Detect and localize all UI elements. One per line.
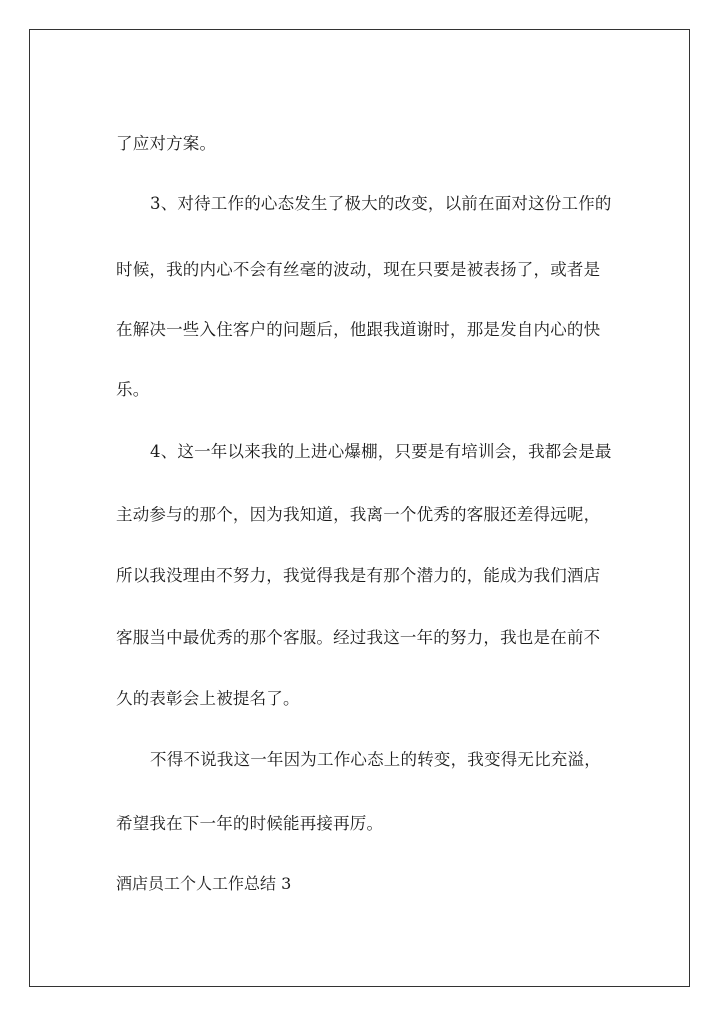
paragraph-line: 时候，我的内心不会有丝毫的波动，现在只要是被表扬了，或者是 <box>116 260 601 279</box>
paragraph-line: 客服当中最优秀的那个客服。经过我这一年的努力，我也是在前不 <box>116 628 601 647</box>
paragraph-line: 3、对待工作的心态发生了极大的改变，以前在面对这份工作的 <box>150 194 612 213</box>
paragraph-line: 了应对方案。 <box>116 134 217 153</box>
section-heading: 酒店员工个人工作总结 3 <box>116 874 292 893</box>
paragraph-line: 所以我没理由不努力，我觉得我是有那个潜力的，能成为我们酒店 <box>116 566 601 585</box>
paragraph-line: 乐。 <box>116 380 150 399</box>
paragraph-line: 希望我在下一年的时候能再接再厉。 <box>116 814 384 833</box>
paragraph-line: 主动参与的那个，因为我知道，我离一个优秀的客服还差得远呢， <box>116 505 601 524</box>
paragraph-line: 不得不说我这一年因为工作心态上的转变，我变得无比充溢， <box>150 750 601 769</box>
paragraph-line: 4、这一年以来我的上进心爆棚，只要是有培训会，我都会是最 <box>150 442 612 461</box>
paragraph-line: 在解决一些入住客户的问题后，他跟我道谢时，那是发自内心的快 <box>116 320 601 339</box>
paragraph-line: 久的表彰会上被提名了。 <box>116 689 300 708</box>
